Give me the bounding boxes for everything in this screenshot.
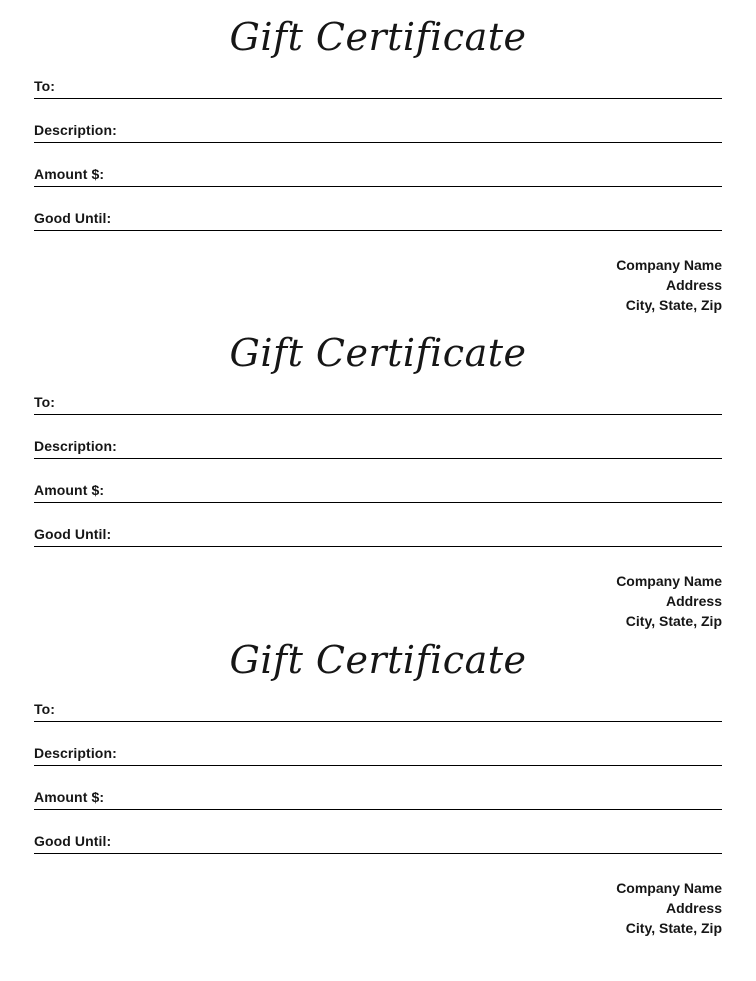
company-name: Company Name (616, 257, 722, 273)
company-name: Company Name (616, 880, 722, 896)
company-city-state-zip: City, State, Zip (625, 297, 722, 313)
field-row-to (34, 701, 722, 722)
certificate-fields (34, 78, 722, 231)
field-label-description: Description: (34, 122, 117, 138)
field-row-good-until (34, 833, 722, 854)
fill-in-line-description[interactable] (34, 761, 722, 766)
company-address: Address (665, 593, 722, 609)
field-row-good-until (34, 210, 722, 231)
field-row-description (34, 122, 722, 143)
field-row-amount (34, 789, 722, 810)
company-info-block (34, 878, 722, 938)
company-info-block (34, 571, 722, 631)
field-row-good-until (34, 526, 722, 547)
field-label-good-until: Good Until: (34, 833, 112, 849)
company-address: Address (665, 900, 722, 916)
gift-certificate-section-3 (34, 635, 722, 938)
company-name: Company Name (616, 573, 722, 589)
company-address: Address (665, 277, 722, 293)
field-label-to: To: (34, 78, 56, 94)
fill-in-line-to[interactable] (34, 94, 722, 99)
fill-in-line-amount[interactable] (34, 182, 722, 187)
field-row-amount (34, 166, 722, 187)
fill-in-line-good-until[interactable] (34, 849, 722, 854)
fill-in-line-good-until[interactable] (34, 542, 722, 547)
field-label-amount: Amount $: (34, 789, 105, 805)
company-city-state-zip: City, State, Zip (625, 920, 722, 936)
fill-in-line-amount[interactable] (34, 805, 722, 810)
fill-in-line-description[interactable] (34, 454, 722, 459)
certificate-fields (34, 394, 722, 547)
fill-in-line-amount[interactable] (34, 498, 722, 503)
field-row-description (34, 438, 722, 459)
field-label-amount: Amount $: (34, 482, 105, 498)
field-label-good-until: Good Until: (34, 210, 112, 226)
field-label-good-until: Good Until: (34, 526, 112, 542)
field-row-to (34, 78, 722, 99)
fill-in-line-to[interactable] (34, 717, 722, 722)
certificate-title: Gift Certificate (229, 15, 527, 59)
gift-certificate-section-1 (34, 12, 722, 315)
field-label-to: To: (34, 394, 56, 410)
fill-in-line-to[interactable] (34, 410, 722, 415)
company-city-state-zip: City, State, Zip (625, 613, 722, 629)
field-label-description: Description: (34, 745, 117, 761)
certificate-title: Gift Certificate (229, 638, 527, 682)
field-label-amount: Amount $: (34, 166, 105, 182)
certificate-fields (34, 701, 722, 854)
fill-in-line-description[interactable] (34, 138, 722, 143)
gift-certificate-section-2 (34, 328, 722, 631)
field-row-description (34, 745, 722, 766)
field-label-to: To: (34, 701, 56, 717)
company-info-block (34, 255, 722, 315)
field-row-amount (34, 482, 722, 503)
field-row-to (34, 394, 722, 415)
certificate-title: Gift Certificate (229, 331, 527, 375)
field-label-description: Description: (34, 438, 117, 454)
fill-in-line-good-until[interactable] (34, 226, 722, 231)
